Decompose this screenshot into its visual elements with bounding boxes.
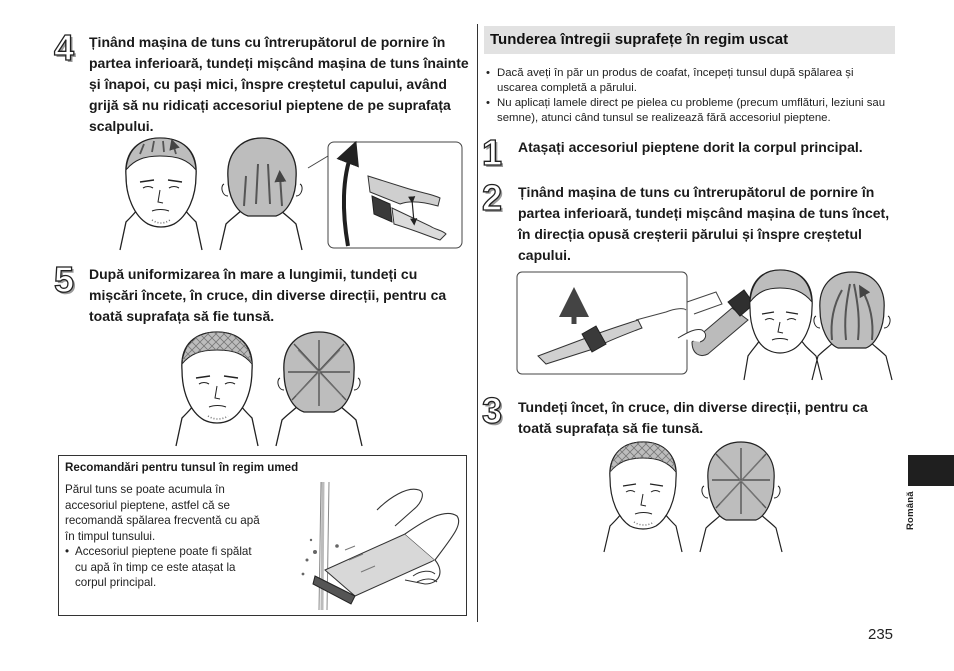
step-1-number: 1	[482, 132, 503, 173]
side-profile-figure	[678, 270, 822, 380]
washing-illustration	[285, 480, 465, 612]
tip-paragraph: Părul tuns se poate acumula în accesoriul pieptene, astfel că se recomandă spălarea frecventă cu apă în timpul tunsului.	[65, 483, 260, 543]
step-4-illustration	[112, 136, 464, 251]
back-head-figure	[812, 272, 892, 380]
precaution-item: • Nu aplicați lamele direct pe pielea cu probleme (precum umflături, leziuni sau semne), atunci când tunsul se realizează fără accesoriul pieptene.	[485, 96, 897, 126]
step-4-text: Ținând mașina de tuns cu întrerupătorul de pornire în partea inferioară, tundeți mișcând mașina de tuns înainte și înapoi, cu pași mici, înspre creștetul capului, având grijă să nu ridicați accesoriul pieptene de pe suprafața scalpului.	[89, 34, 469, 134]
clipper-detail	[517, 272, 722, 374]
precaution-item: • Dacă aveți în păr un produs de coafat, începeți tunsul după spălarea și uscarea completă a părului.	[485, 66, 897, 96]
section-title: Tunderea întregii suprafețe în regim uscat	[484, 26, 895, 54]
tip-body	[65, 482, 265, 591]
step-3-text: Tundeți încet, în cruce, din diverse direcții, pentru ca toată suprafața să fie tunsă.	[518, 399, 868, 436]
language-label: Română	[905, 491, 916, 531]
tip-bullet: • Accesoriul pieptene poate fi spălat cu apă în timp ce este atașat la corpul principal.	[65, 544, 265, 591]
step-5-illustration	[172, 330, 372, 447]
column-divider	[477, 24, 478, 622]
step-5-number: 5	[54, 259, 75, 300]
tip-title: Recomandări pentru tunsul în regim umed	[65, 461, 299, 474]
back-head-figure	[220, 138, 302, 250]
step-5-text: După uniformizarea în mare a lungimii, tundeți cu mișcări încete, în cruce, din diverse direcții, pentru ca toată suprafața să fie tunsă.	[89, 266, 447, 324]
precaution-list	[485, 66, 897, 126]
step-4-number: 4	[54, 27, 75, 68]
front-head-figure	[120, 138, 202, 250]
step-1-text: Atașați accesoriul pieptene dorit la corpul principal.	[518, 139, 863, 155]
clipper-detail	[308, 142, 462, 248]
step-3-illustration	[602, 440, 784, 554]
tip-bullet-list	[65, 544, 265, 591]
step-2-number: 2	[482, 177, 503, 218]
language-tab-marker	[908, 455, 954, 486]
wet-trimming-tip-box	[58, 455, 467, 616]
front-head-figure	[176, 332, 258, 446]
back-head-figure	[276, 332, 362, 446]
page-number: 235	[868, 626, 894, 643]
front-head-figure	[604, 442, 682, 552]
step-2-text: Ținând mașina de tuns cu întrerupătorul de pornire în partea inferioară, tundeți mișcând mașina de tuns încet, în direcția opusă creșterii părului și înspre creștetul capului.	[518, 184, 890, 263]
back-head-figure	[700, 442, 782, 552]
step-2-illustration	[516, 268, 894, 382]
step-3-number: 3	[482, 390, 503, 431]
